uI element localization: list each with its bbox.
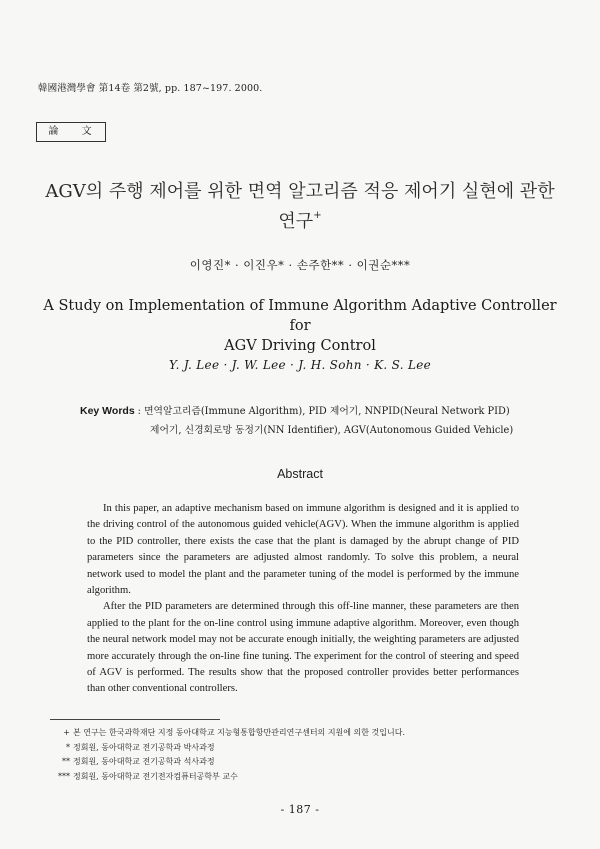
abstract-paragraph-1: In this paper, an adaptive mechanism based on immune algorithm is designed and it is applied to the driving control of the autonomous guided vehicle(AGV). When the immune algorithm is applied to the PID controller, there exists the case that the plant is damaged by the abrupt change of PID parameters since the parameters are adjusted almost randomly. To solve this problem, a neural network used to model the plant and the parameter tuning of the model is performed by the immune algorithm.: [87, 503, 519, 597]
english-title: [40, 296, 560, 356]
footnote: [52, 755, 532, 770]
article-type-box: 論 文: [36, 122, 106, 142]
footnote-mark: +: [63, 728, 70, 737]
page-number: - 187 -: [280, 803, 320, 816]
footnote-text: 정회원, 동아대학교 전기공학과 석사과정: [73, 757, 215, 766]
keywords-line-2: 제어기, 신경회로망 동정기(NN Identifier), AGV(Autonomous Guided Vehicle): [150, 425, 514, 436]
footnote: [52, 770, 532, 785]
footnote: [52, 741, 532, 756]
footnotes: [52, 726, 532, 784]
footnote-mark: **: [62, 757, 70, 766]
keywords-line-1: [80, 402, 550, 421]
footnote-text: 정회원, 동아대학교 전기공학과 박사과정: [73, 742, 215, 752]
english-authors: Y. J. Lee · J. W. Lee · J. H. Sohn · K. S. Lee: [168, 358, 432, 372]
journal-header: 韓國港灣學會 第14卷 第2號, pp. 187~197. 2000.: [38, 83, 263, 94]
korean-title-text: AGV의 주행 제어를 위한 면역 알고리즘 적응 제어기 실현에 관한 연구: [45, 181, 555, 232]
footnote-mark: *: [66, 742, 70, 752]
footnote-divider: [50, 719, 220, 720]
korean-title: [40, 180, 560, 234]
footnote-mark: ***: [58, 771, 70, 781]
footnote-text: 본 연구는 한국과학재단 지정 동아대학교 지능형통합항만관리연구센터의 지원에 의한 것입니다.: [73, 728, 406, 737]
keywords-text-1: : 면역알고리즘(Immune Algorithm), PID 제어기, NNPID(Neural Network PID): [137, 406, 510, 417]
footnote: [52, 726, 532, 741]
title-footnote-mark: +: [313, 210, 322, 221]
abstract-body: [87, 501, 519, 698]
abstract-heading: Abstract: [277, 467, 323, 481]
keywords-block: [80, 402, 550, 440]
korean-authors: 이영진* · 이진우* · 손주한** · 이권순***: [189, 258, 411, 272]
english-title-line-1: A Study on Implementation of Immune Algorithm Adaptive Controller for: [43, 298, 557, 334]
abstract-paragraph-2: After the PID parameters are determined through this off-line manner, these parameters are then applied to the plant for the on-line control using immune adaptive algorithm. Moreover, even though the neural network model may not be accurate enough initially, the weighting parameters are adjusted more accurately through the on-line fine tuning. The experiment for the control of steering and speed of AGV is performed. The results show that the proposed controller provides better performances than other conventional controllers.: [87, 601, 519, 695]
footnote-text: 정회원, 동아대학교 전기전자컴퓨터공학부 교수: [73, 771, 238, 781]
keywords-label: Key Words: [80, 405, 135, 417]
english-title-line-2: AGV Driving Control: [224, 338, 376, 354]
